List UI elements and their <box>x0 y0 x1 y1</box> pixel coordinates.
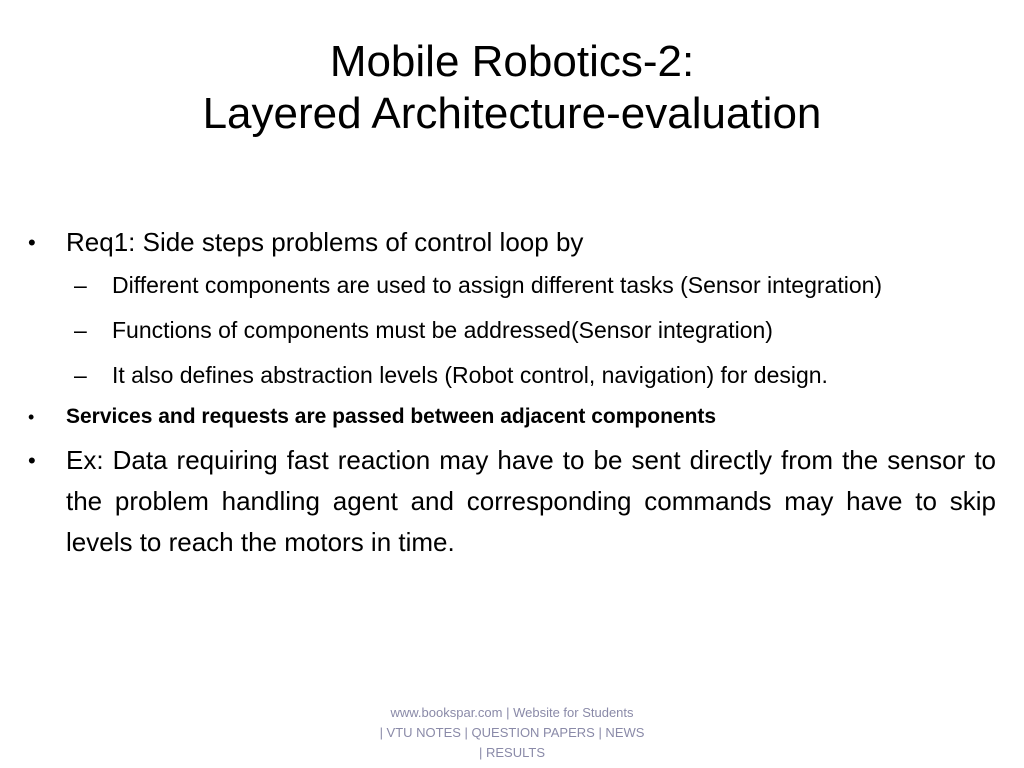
sub-bullet-components <box>28 267 996 304</box>
dash-icon: – <box>74 272 87 298</box>
bullet-text: Services and requests are passed between adjacent components <box>66 405 717 428</box>
dash-icon: – <box>74 362 87 388</box>
slide-title <box>60 36 964 140</box>
sub-bullet-abstraction <box>28 357 996 394</box>
bullet-icon: • <box>28 230 36 255</box>
slide-body <box>28 222 996 567</box>
bullet-req1 <box>28 222 996 263</box>
sub-bullet-text: It also defines abstraction levels (Robot control, navigation) for design. <box>112 362 828 388</box>
footer-line-3: | RESULTS <box>479 745 545 760</box>
bullet-text: Req1: Side steps problems of control loop by <box>66 227 584 257</box>
footer-line-2: | VTU NOTES | QUESTION PAPERS | NEWS <box>379 725 645 740</box>
footer-line-1[interactable]: www.bookspar.com | Website for Students <box>390 705 634 720</box>
bullet-icon: • <box>28 407 35 427</box>
title-line-1: Mobile Robotics-2: <box>329 37 695 86</box>
sub-bullet-functions <box>28 312 996 349</box>
title-line-2: Layered Architecture-evaluation <box>202 89 822 138</box>
footer <box>352 703 672 763</box>
bullet-services <box>28 402 996 432</box>
sub-bullet-text: Different components are used to assign different tasks (Sensor integration) <box>112 272 883 298</box>
bullet-icon: • <box>28 448 36 473</box>
bullet-example <box>28 440 996 563</box>
sub-bullet-text: Functions of components must be addressed(Sensor integration) <box>112 317 773 343</box>
bullet-text: Ex: Data requiring fast reaction may have to be sent directly from the sensor to the problem handling agent and corresponding commands may have to skip levels to reach the motors in time. <box>66 445 996 557</box>
dash-icon: – <box>74 317 87 343</box>
